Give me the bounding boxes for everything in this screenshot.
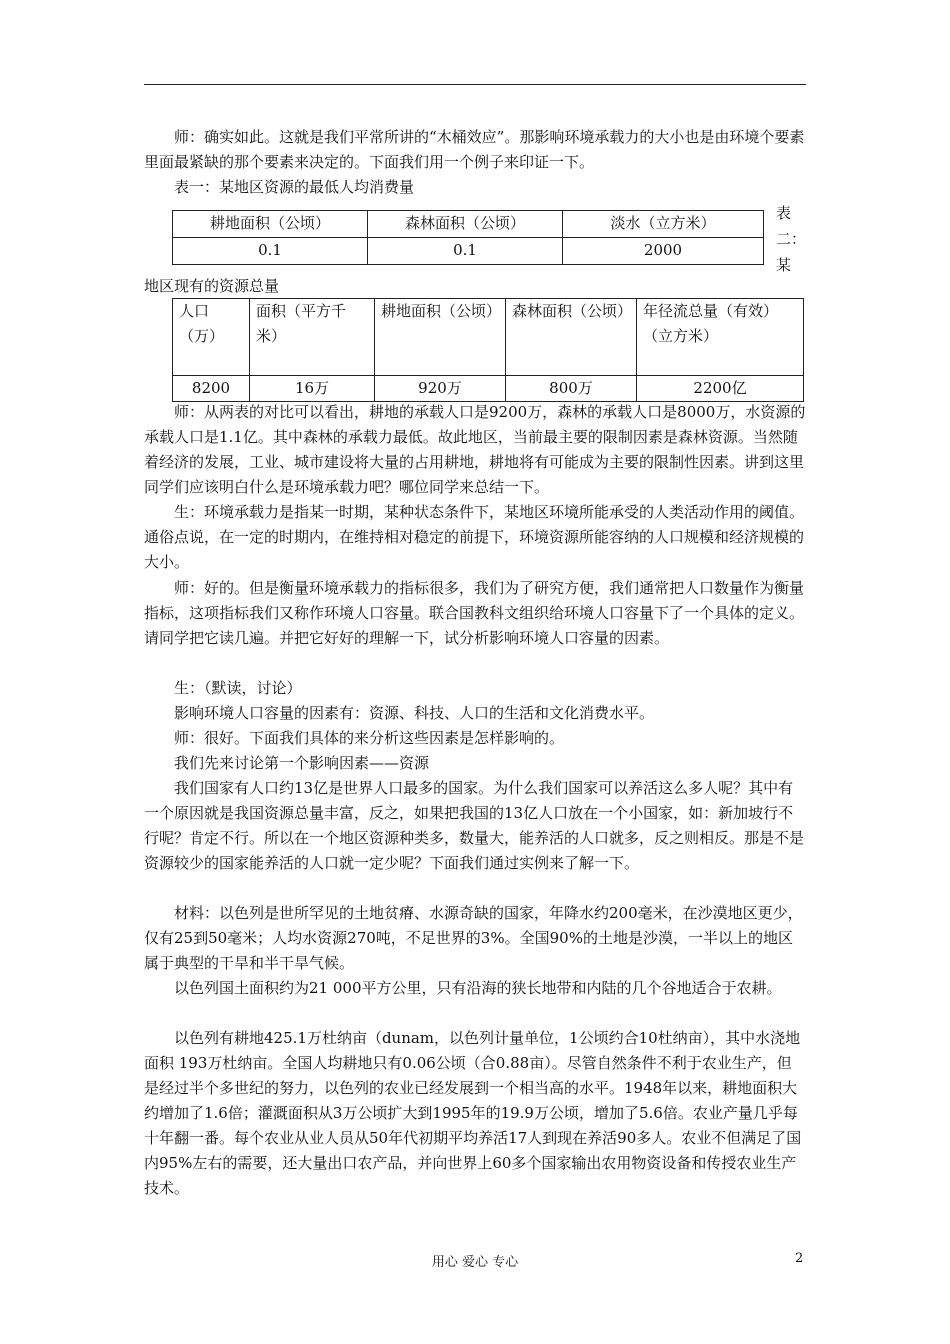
table-header-cell: 面积（平方千米） [250,299,375,376]
table-min-consumption [172,210,764,265]
header-rule [144,84,806,85]
page-number: 2 [795,1251,804,1266]
table-cell: 920万 [375,376,506,402]
paragraph-israel-area: 以色列国土面积约为21 000平方公里，只有沿海的狭长地带和内陆的几个谷地适合于农耕。 [174,979,782,997]
paragraph-student-reading: 生：（默读，讨论） [174,679,302,697]
table-header-cell: 淡水（立方米） [563,211,764,238]
table-cell: 0.1 [173,238,368,265]
paragraph-china-population: 我们国家有人口约13亿是世界人口最多的国家。为什么我们国家可以养活这么多人呢？其中有一个原因就是我国资源总量丰富，反之，如果把我国的13亿人口放在一个小国家，如：新加坡行不行呢？肯定不行。所以在一个地区资源种类多，数量大，能养活的人口就多，反之则相反。那是不是资源较少的国家能养活的人口就一定少呢？下面我们通过实例来了解一下。 [144,779,805,872]
paragraph-factors: 影响环境人口容量的因素有：资源、科技、人口的生活和文化消费水平。 [174,704,655,722]
paragraph-teacher-population-capacity: 师：好的。但是衡量环境承载力的指标很多，我们为了研究方便，我们通常把人口数量作为衡量指标，这项指标我们又称作环境人口容量。联合国教科文组织给环境人口容量下了一个具体的定义。请同学把它读几遍。并把它好好的理解一下，试分析影响环境人口容量的因素。 [144,579,805,647]
paragraph-first-factor: 我们先来讨论第一个影响因素——资源 [174,754,430,772]
paragraph-student-definition: 生：环境承载力是指某一时期，某种状态条件下，某地区环境所能承受的人类活动作用的阈值。通俗点说，在一定的时期内，在维持相对稳定的前提下，环境资源所能容纳的人口规模和经济规模的大小。 [144,503,805,571]
table-row [173,238,764,265]
table-header-cell: 森林面积（公顷） [368,211,563,238]
paragraph-israel-farmland: 以色列有耕地425.1万杜纳亩（dunam，以色列计量单位，1公顷约合10杜纳亩），其中水浇地面积 193万杜纳亩。全国人均耕地只有0.06公顷（合0.88亩）。尽管自然条件不利于农业生产，但是经过半个多世纪的努力，以色列的农业已经发展到一个相当高的水平。1948年以来，耕地面积大约增加了1.6倍；灌溉面积从3万公顷扩大到1995年的19.9万公顷，增加了5.6倍。农业产量几乎每十年翻一番。每个农业从业人员从50年代初期平均养活17人到现在养活90多人。农业不但满足了国内95%左右的需要，还大量出口农产品，并向世界上60多个国家输出农用物资设备和传授农业生产技术。 [144,1029,802,1197]
table2-caption-side: 表二：某 [776,204,807,274]
table-cell: 800万 [506,376,637,402]
table-cell: 2200亿 [637,376,804,402]
table-header-cell: 森林面积（公顷） [506,299,637,376]
footer-motto: 用心 爱心 专心 [431,1255,519,1270]
table-header-cell: 人口（万） [173,299,250,376]
paragraph-teacher-barrel-effect: 师：确实如此。这就是我们平常所讲的“木桶效应”。那影响环境承载力的大小也是由环境个要素里面最紧缺的那个要素来决定的。下面我们用一个例子来印证一下。 [144,128,805,171]
table-header-cell: 耕地面积（公顷） [173,211,368,238]
table-row [173,376,804,402]
table-cell: 2000 [563,238,764,265]
table-header-cell: 年径流总量（有效）（立方米） [637,299,804,376]
table-cell: 8200 [173,376,250,402]
paragraph-teacher-analysis: 师：很好。下面我们具体的来分析这些因素是怎样影响的。 [174,729,565,747]
table-cell: 16万 [250,376,375,402]
table-header-cell: 耕地面积（公顷） [375,299,506,376]
table-cell: 0.1 [368,238,563,265]
table2-caption: 地区现有的资源总量 [144,277,280,295]
paragraph-israel-material: 材料：以色列是世所罕见的土地贫瘠、水源奇缺的国家，年降水约200毫米，在沙漠地区更少，仅有25到50毫米；人均水资源270吨，不足世界的3%。全国90%的土地是沙漠，一半以上的地区属于典型的干旱和半干旱气候。 [144,904,803,972]
paragraph-teacher-comparison: 师：从两表的对比可以看出，耕地的承载人口是9200万，森林的承载人口是8000万，水资源的承载人口是1.1亿。其中森林的承载力最低。故此地区，当前最主要的限制因素是森林资源。当然随着经济的发展，工业、城市建设将大量的占用耕地，耕地将有可能成为主要的限制性因素。讲到这里同学们应该明白什么是环境承载力吧？哪位同学来总结一下。 [144,403,806,496]
table-header-row [173,299,804,376]
table-header-row [173,211,764,238]
table1-caption: 表一：某地区资源的最低人均消费量 [174,178,415,196]
table-resource-totals [172,298,804,402]
